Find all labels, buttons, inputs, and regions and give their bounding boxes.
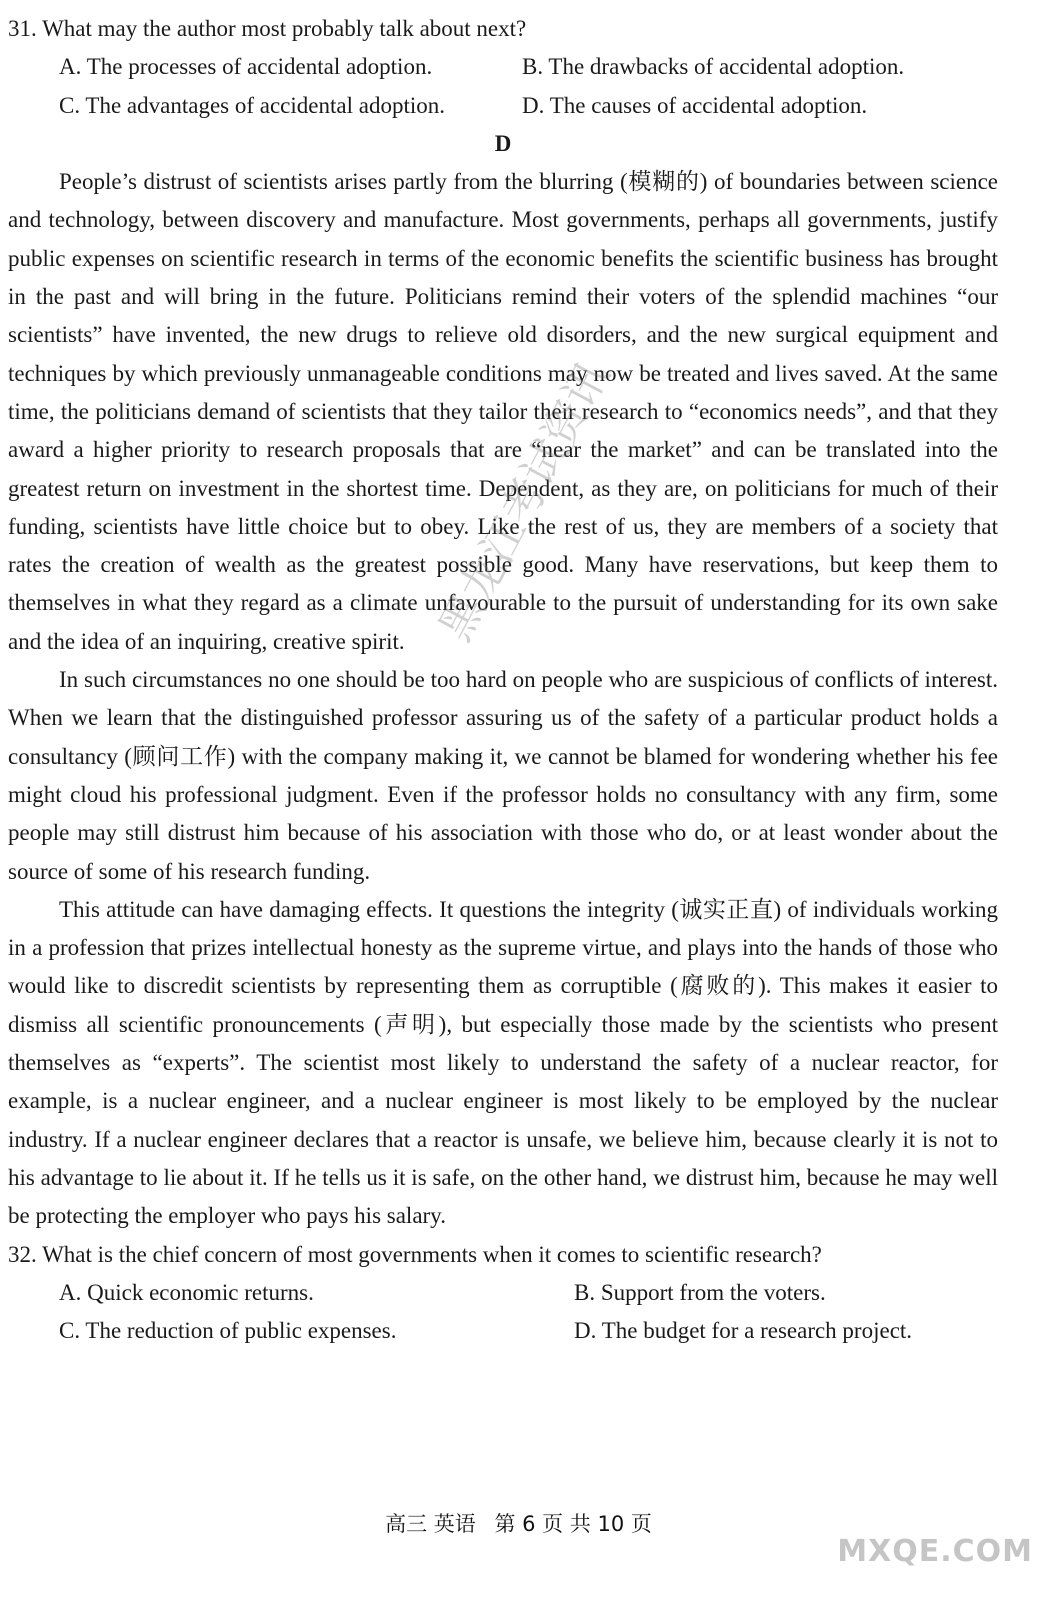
passage-paragraph-2: In such circumstances no one should be too hard on people who are suspicious of conflicts of interest. When we learn that the distinguished professor assuring us of the safety of a particular product holds a consultancy (顾问工作) with the company making it, we cannot be blamed for wondering whether his fee might cloud his professional judgment. Even if the professor holds no consultancy with any firm, some people may still distrust him because of his association with those who do, or at least wonder about the source of some of his research funding. — [8, 667, 998, 884]
watermark: 黑龙江考试资讯 — [429, 353, 620, 650]
passage-paragraph-1: People’s distrust of scientists arises partly from the blurring (模糊的) of boundaries between science and technology, between discovery and manufacture. Most governments, perhaps all governments, justify public expenses on scientific research in terms of the economic benefits the scientific business has brought in the past and will bring in the future. Politicians remind their voters of the splendid machines “our scientists” have invented, the new drugs to relieve old disorders, and the new surgical equipment and techniques by which previously unmanageable conditions may now be treated and lives saved. At the same time, the politicians demand of scientists that they tailor their research to “economics needs”, and that they award a higher priority to research proposals that are “near the market” and can be translated into the greatest return on investment in the shortest time. Dependent, as they are, on politicians for much of their funding, scientists have little choice but to obey. Like the rest of us, they are members of a society that rates the creation of wealth as the greatest possible good. Many have reservations, but keep them to themselves in what they regard as a climate unfavourable to the pursuit of understanding for its own sake and the idea of an inquiring, creative spirit. — [8, 169, 998, 654]
q32-option-c: C. The reduction of public expenses. — [59, 1318, 397, 1344]
question-32-stem: 32. What is the chief concern of most governments when it comes to scientific research? — [8, 1241, 822, 1267]
q32-option-a: A. Quick economic returns. — [59, 1279, 314, 1305]
q31-option-d: D. The causes of accidental adoption. — [522, 92, 868, 118]
question-31-options-row-2 — [8, 87, 998, 125]
site-logo: MXQE.COM — [837, 1534, 1033, 1569]
exam-page — [8, 10, 998, 1350]
question-32-options-row-1 — [8, 1274, 998, 1312]
section-heading: D — [494, 130, 512, 156]
q31-option-a: A. The processes of accidental adoption. — [59, 54, 433, 80]
question-31-stem: 31. What may the author most probably talk about next? — [8, 16, 527, 41]
q32-option-d: D. The budget for a research project. — [574, 1318, 913, 1344]
question-32-options-row-2 — [8, 1312, 998, 1350]
question-31-options-row-1 — [8, 48, 998, 86]
q32-option-b: B. Support from the voters. — [574, 1279, 826, 1305]
passage-paragraph-3: This attitude can have damaging effects. It questions the integrity (诚实正直) of individuals working in a profession that prizes intellectual honesty as the supreme virtue, and plays into the hands of those who would like to discredit scientists by representing them as corruptible (腐败的). This makes it easier to dismiss all scientific pronouncements (声明), but especially those made by the scientists who present themselves as “experts”. The scientist most likely to understand the safety of a nuclear reactor, for example, is a nuclear engineer, and a nuclear engineer is most likely to be employed by the nuclear industry. If a nuclear engineer declares that a reactor is unsafe, we believe him, because clearly it is not to his advantage to lie about it. If he tells us it is safe, on the other hand, we distrust him, because he may well be protecting the employer who pays his salary. — [8, 896, 998, 1229]
q31-option-b: B. The drawbacks of accidental adoption. — [522, 54, 905, 80]
q31-option-c: C. The advantages of accidental adoption. — [59, 92, 445, 118]
footer-subject: 高三 英语 — [385, 1512, 476, 1536]
footer-page-number: 第 6 页 共 10 页 — [494, 1512, 652, 1536]
